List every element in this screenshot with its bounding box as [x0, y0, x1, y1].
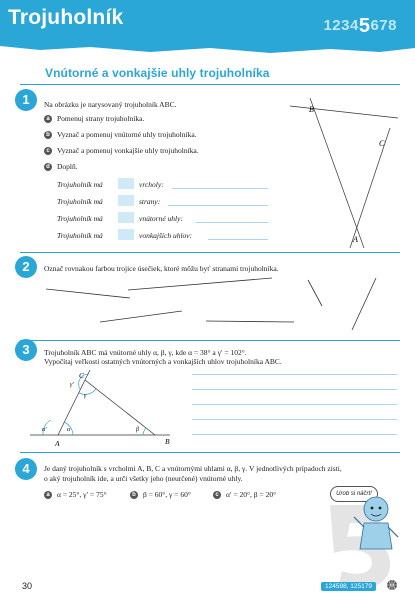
task-number-4: 4	[15, 458, 37, 480]
task3-label-b: B	[165, 437, 170, 446]
task1-marker-c: c	[44, 147, 52, 155]
task1-marker-d: d	[44, 163, 52, 171]
task1-label-a: A	[353, 235, 358, 244]
task1-intro: Na obrázku je narysovaný trojuholník ABC.	[44, 100, 177, 109]
task1-label-c: C	[379, 139, 385, 148]
task4-option-a: α = 25°, γ′ = 75°	[57, 490, 107, 499]
task3-answer-line-4[interactable]	[192, 419, 397, 420]
task4-line-1: Je daný trojuholník s vrcholmi A, B, C a vnútornými uhlami α, β, γ. V jednotlivých prípadoch zisti,	[44, 464, 342, 473]
task3-line-1: Trojuholník ABC má vnútorné uhly α, β, γ, kde α = 38° a γ′ = 102°.	[44, 348, 247, 357]
task2-segments	[40, 278, 400, 338]
task1-marker-b: b	[44, 131, 52, 139]
fill-line-3[interactable]	[196, 222, 268, 223]
fill-box-1[interactable]	[118, 178, 134, 189]
task3-label-gamma-ext: γ′	[70, 382, 74, 388]
hint-speech-bubble: Urob si náčrt!	[330, 486, 378, 502]
fill-row-1-suffix: vrcholy:	[139, 180, 164, 189]
section-rule	[20, 84, 400, 85]
task1-item-a: Pomenuj strany trojuholníka.	[57, 114, 145, 123]
task1-item-c: Vyznač a pomenuj vonkajšie uhly trojuholníka.	[57, 146, 199, 155]
task3-triangle-figure	[30, 368, 180, 448]
task4-option-b: β = 60°, γ = 60°	[143, 490, 191, 499]
task3-answer-line-2[interactable]	[192, 389, 397, 390]
task3-label-beta: β	[136, 427, 139, 433]
fill-line-1[interactable]	[172, 188, 268, 189]
current-page: 5	[358, 15, 371, 37]
task1-triangle-figure	[290, 98, 400, 248]
fill-row-3-suffix: vnútorné uhly:	[139, 214, 183, 223]
fill-row-4-prefix: Trojuholník má	[57, 231, 103, 240]
task-number-3: 3	[15, 339, 37, 361]
task3-line-2: Vypočítaj veľkosti ostatných vnútorných a vonkajších uhlov trojuholníka ABC.	[44, 357, 282, 366]
fill-line-4[interactable]	[208, 239, 268, 240]
task2-separator	[20, 340, 400, 341]
task4-option-c: α′ = 20°, β = 20°	[226, 490, 277, 499]
pages-before: 1234	[323, 17, 359, 34]
task3-answer-line-5[interactable]	[192, 434, 397, 435]
fill-row-3-prefix: Trojuholník má	[57, 214, 103, 223]
task1-separator	[20, 252, 400, 253]
fill-row-2-prefix: Trojuholník má	[57, 197, 103, 206]
task4-line-2: o aký trojuholník ide, a urči všetky jeho (neurčené) vnútorné uhly.	[44, 474, 243, 483]
fill-box-3[interactable]	[118, 212, 134, 223]
task3-label-alpha-ext: α′	[42, 427, 47, 433]
task2-text: Označ rovnakou farbou trojice úsečiek, ktoré môžu byť stranami trojuholníka.	[44, 264, 279, 273]
mascot-figure	[352, 493, 400, 555]
task1-item-b: Vyznač a pomenuj vnútorné uhly trojuholníka.	[57, 130, 197, 139]
task3-separator	[20, 452, 400, 453]
task1-item-d: Doplň.	[57, 162, 78, 171]
task3-label-gamma: γ	[84, 393, 87, 399]
task1-label-b: B	[309, 105, 314, 114]
task3-answer-line-1[interactable]	[192, 374, 397, 375]
task-number-1: 1	[15, 89, 37, 111]
section-title: Vnútorné a vonkajšie uhly trojuholníka	[45, 66, 270, 80]
task3-label-a: A	[55, 439, 60, 448]
task3-answer-line-3[interactable]	[192, 404, 397, 405]
task3-label-c: C	[79, 371, 85, 380]
task4-marker-a: a	[44, 491, 52, 499]
task4-marker-c: c	[213, 491, 221, 499]
exercise-code-badge: 124598, 125179	[321, 582, 376, 591]
page-number: 30	[22, 581, 33, 591]
globe-icon	[386, 579, 398, 591]
fill-line-2[interactable]	[168, 205, 268, 206]
fill-box-2[interactable]	[118, 195, 134, 206]
task-number-2: 2	[15, 256, 37, 278]
pages-after: 678	[370, 17, 397, 34]
fill-row-1-prefix: Trojuholník má	[57, 180, 103, 189]
task3-label-alpha: α	[67, 427, 71, 433]
fill-row-2-suffix: strany:	[139, 197, 161, 206]
fill-box-4[interactable]	[118, 229, 134, 240]
task1-marker-a: a	[44, 115, 52, 123]
fill-row-4-suffix: vonkajších uhlov:	[139, 231, 193, 240]
chapter-title: Trojuholník	[8, 6, 124, 29]
task4-marker-b: b	[130, 491, 138, 499]
header-brush-edge	[0, 0, 415, 60]
